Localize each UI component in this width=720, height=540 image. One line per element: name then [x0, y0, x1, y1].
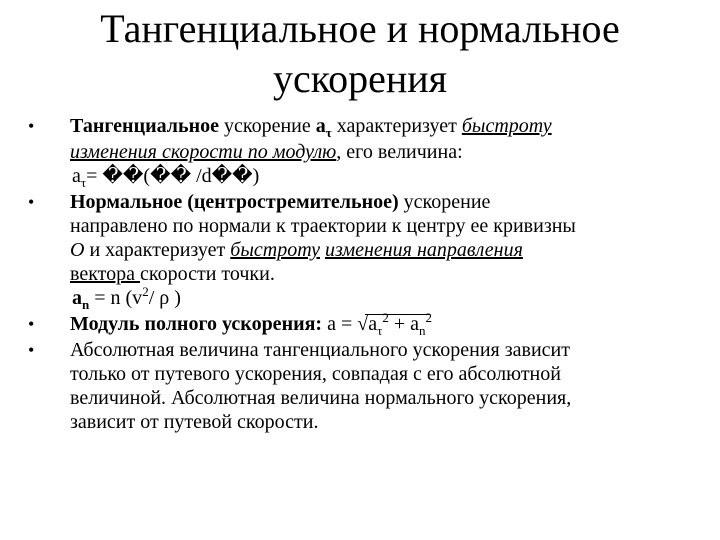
bullet: •: [28, 340, 35, 360]
list-item-absolute: • Абсолютная величина тангенциального ускорения зависит только от путевого ускорения, совпадая с его абсолютной величиной. Абсолютная величина нормального ускорения, зависит от путевой скорости.: [28, 339, 572, 433]
formula-normal: $a_n = n$ ($v^2/$ ρ ): [72, 284, 181, 312]
list-item-normal: • Нормальное (центростремительное) ускорение направлено по нормали к траектории к центру ее кривизны O и характеризует быстроту изменения направления вектора скорости точки. $a_n = n$ ($v^2/$ ρ ): [28, 190, 708, 312]
bullet: •: [28, 116, 35, 136]
term-normal: Нормальное (центростремительное): [70, 191, 399, 213]
bullet: •: [28, 192, 35, 212]
title-line-1: Тангенциальное и нормальное: [100, 6, 620, 51]
sqrt-expression: $√a_\tau^2 + a_n^2$: [357, 310, 433, 338]
formula-tangential: $a_\tau=$ ��(�� /d��): [72, 165, 260, 190]
term-tangential: Тангенциальное: [70, 115, 220, 137]
term-total: Модуль полного ускорения:: [70, 313, 323, 335]
list-item-total: • Модуль полного ускорения: a = $√a_\tau^2 + a_n^2$: [28, 310, 433, 338]
list-item-tangential: • Тангенциальное ускорение $a_\tau$ характеризует быстроту изменения скорости по модулю, его величина: $a_\tau=$ ��(�� /d��): [28, 114, 708, 190]
slide-title: [0, 4, 720, 104]
bullet: •: [28, 314, 35, 334]
slide-body: [28, 114, 708, 434]
title-line-2: ускорения: [272, 56, 448, 101]
